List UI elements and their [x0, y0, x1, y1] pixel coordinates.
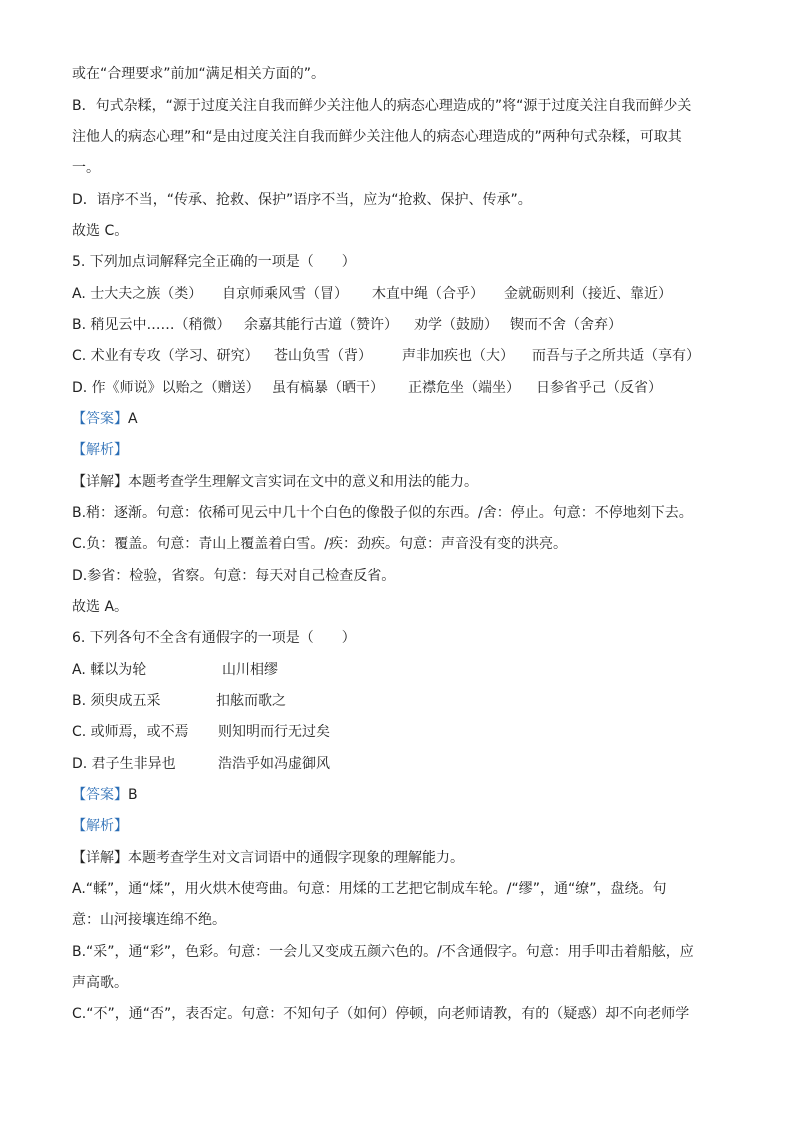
q6-option-b: B. 须臾成五采 扣舷而歌之: [72, 693, 286, 709]
q5-option-d: D. 作《师说》以贻之（赠送） 虽有槁暴（晒干） 正襟危坐（端坐） 日参省乎己（反省）: [72, 380, 662, 396]
text-line: 故选 C。: [72, 223, 129, 239]
text-line: 一。: [72, 160, 100, 176]
text-line: 声高歌。: [72, 975, 128, 991]
text-line: B.稍：逐渐。句意：依稀可见云中几十个白色的像骰子似的东西。/舍：停止。句意：不停地刻下去。: [72, 505, 693, 521]
q5-option-b: B. 稍见云中……（稍微） 余嘉其能行古道（赞许） 劝学（鼓励） 锲而不舍（舍弃）: [72, 317, 622, 333]
text-line: 或在“合理要求”前加“满足相关方面的”。: [72, 66, 326, 82]
q6-option-a: A. 輮以为轮 山川相缪: [72, 662, 278, 678]
text-line: 注他人的病态心理”和“是由过度关注自我而鲜少关注他人的病态心理造成的”两种句式杂糅，可取其: [72, 129, 682, 145]
text-line: D．语序不当，“传承、抢救、保护”语序不当，应为“抢救、保护、传承”。: [72, 192, 532, 208]
q5-option-a: A. 士大夫之族（类） 自京师乘风雪（冒） 木直中绳（合乎） 金就砺则利（接近、靠近）: [72, 286, 672, 302]
text-line: B.“采”，通“彩”，色彩。句意：一会儿又变成五颜六色的。/不含通假字。句意：用手叩击着船舷，应: [72, 944, 694, 960]
q6-option-c: C. 或师焉，或不焉 则知明而行无过矣: [72, 724, 330, 740]
q6-option-d: D. 君子生非异也 浩浩乎如冯虚御风: [72, 756, 330, 772]
text-line: 故选 A。: [72, 599, 129, 615]
detail-tag: 【详解】: [72, 474, 128, 490]
text-line: A.“輮”，通“煣”，用火烘木使弯曲。句意：用煣的工艺把它制成车轮。/“缪”，通“缭”，盘绕。句: [72, 881, 667, 897]
text-line: C.负：覆盖。句意：青山上覆盖着白雪。/疾：劲疾。句意：声音没有变的洪亮。: [72, 536, 567, 552]
answer-tag: 【答案】: [72, 787, 128, 803]
q5-analysis-tag: 【解析】: [72, 442, 128, 458]
text-line: C.“不”，通“否”，表否定。句意：不知句子（如何）停顿，向老师请教，有的（疑惑）却不向老师学: [72, 1006, 690, 1022]
q6-detail: 【详解】本题考查学生对文言词语中的通假字现象的理解能力。: [72, 850, 464, 866]
question-6-title: 6. 下列各句不全含有通假字的一项是（ ）: [72, 630, 356, 646]
q5-detail: 【详解】本题考查学生理解文言实词在文中的意义和用法的能力。: [72, 474, 478, 490]
text-line: 意：山河接壤连绵不绝。: [72, 912, 226, 928]
question-5-title: 5. 下列加点词解释完全正确的一项是（ ）: [72, 254, 356, 270]
q6-analysis-tag: 【解析】: [72, 818, 128, 834]
answer-tag: 【答案】: [72, 411, 128, 427]
q5-answer: 【答案】A: [72, 411, 138, 427]
text-line: D.参省：检验，省察。句意：每天对自己检查反省。: [72, 568, 396, 584]
q6-answer: 【答案】B: [72, 787, 138, 803]
q5-option-c: C. 术业有专攻（学习、研究） 苍山负雪（背） 声非加疾也（大） 而吾与子之所共适（享有）: [72, 348, 700, 364]
text-line: B．句式杂糅，“源于过度关注自我而鲜少关注他人的病态心理造成的”将“源于过度关注自我而鲜少关: [72, 98, 692, 114]
detail-tag: 【详解】: [72, 850, 128, 866]
